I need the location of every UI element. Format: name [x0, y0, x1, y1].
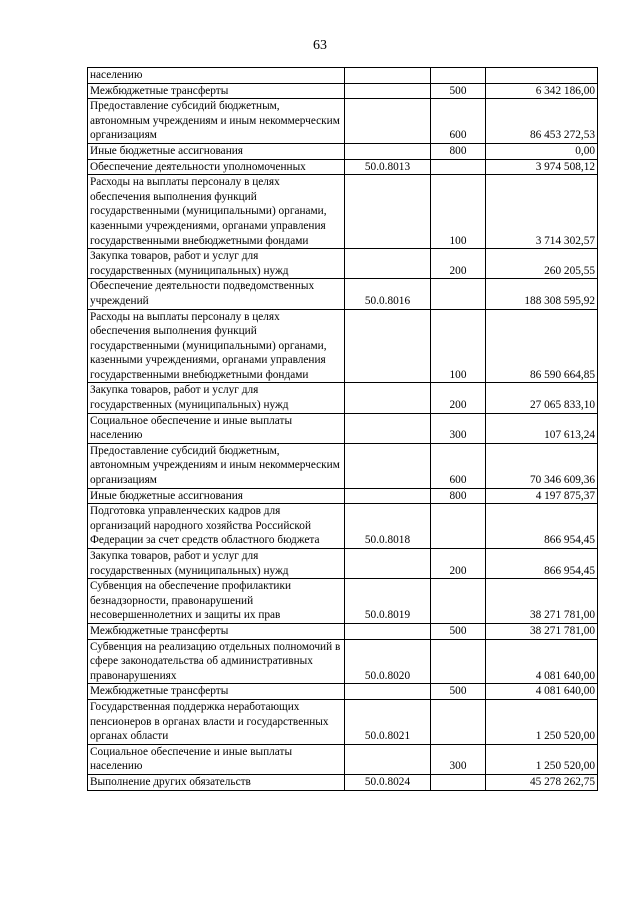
expense-type-cell: 800	[431, 488, 486, 504]
target-code-cell	[345, 68, 431, 84]
expense-name-cell: Иные бюджетные ассигнования	[88, 143, 345, 159]
table-row	[88, 249, 598, 279]
expense-name-cell: Субвенция на реализацию отдельных полномочий в сфере законодательства об административных правонарушениях	[88, 639, 345, 684]
expense-name-cell: Закупка товаров, работ и услуг для государственных (муниципальных) нужд	[88, 383, 345, 413]
amount-cell	[486, 68, 598, 84]
amount-cell: 86 590 664,85	[486, 309, 598, 383]
amount-cell: 27 065 833,10	[486, 383, 598, 413]
amount-cell: 4 081 640,00	[486, 684, 598, 700]
amount-cell: 4 081 640,00	[486, 639, 598, 684]
table-row	[88, 684, 598, 700]
expense-type-cell	[431, 159, 486, 175]
amount-cell: 0,00	[486, 143, 598, 159]
expense-name-cell: Расходы на выплаты персоналу в целях обеспечения выполнения функций государственными (муниципальными) органами, казенными учреждениями, органами управления государственными внебюджетными фондами	[88, 175, 345, 249]
expense-type-cell	[431, 639, 486, 684]
expense-name-cell: Обеспечение деятельности уполномоченных	[88, 159, 345, 175]
target-code-cell	[345, 249, 431, 279]
amount-cell: 38 271 781,00	[486, 579, 598, 624]
table-row	[88, 413, 598, 443]
amount-cell: 86 453 272,53	[486, 99, 598, 144]
amount-cell: 38 271 781,00	[486, 623, 598, 639]
expense-name-cell: Подготовка управленческих кадров для организаций народного хозяйства Российской Федерации за счет средств областного бюджета	[88, 504, 345, 549]
budget-table	[87, 67, 598, 791]
target-code-cell	[345, 383, 431, 413]
expense-name-cell: Межбюджетные трансферты	[88, 684, 345, 700]
target-code-cell	[345, 175, 431, 249]
target-code-cell	[345, 549, 431, 579]
expense-type-cell: 600	[431, 99, 486, 144]
expense-name-cell: населению	[88, 68, 345, 84]
expense-type-cell: 600	[431, 443, 486, 488]
expense-name-cell: Иные бюджетные ассигнования	[88, 488, 345, 504]
expense-name-cell: Закупка товаров, работ и услуг для государственных (муниципальных) нужд	[88, 549, 345, 579]
table-row	[88, 699, 598, 744]
table-row	[88, 143, 598, 159]
expense-type-cell: 100	[431, 175, 486, 249]
budget-table-body	[88, 68, 598, 791]
expense-name-cell: Межбюджетные трансферты	[88, 623, 345, 639]
expense-type-cell: 300	[431, 744, 486, 774]
target-code-cell	[345, 83, 431, 99]
target-code-cell: 50.0.8021	[345, 699, 431, 744]
target-code-cell	[345, 413, 431, 443]
table-row	[88, 309, 598, 383]
amount-cell: 45 278 262,75	[486, 774, 598, 790]
table-row	[88, 623, 598, 639]
amount-cell: 188 308 595,92	[486, 279, 598, 309]
amount-cell: 260 205,55	[486, 249, 598, 279]
expense-type-cell	[431, 774, 486, 790]
table-row	[88, 443, 598, 488]
expense-name-cell: Выполнение других обязательств	[88, 774, 345, 790]
expense-name-cell: Государственная поддержка неработающих пенсионеров в органах власти и государственных органах области	[88, 699, 345, 744]
expense-name-cell: Закупка товаров, работ и услуг для государственных (муниципальных) нужд	[88, 249, 345, 279]
table-row	[88, 504, 598, 549]
table-row	[88, 99, 598, 144]
amount-cell: 4 197 875,37	[486, 488, 598, 504]
table-row	[88, 639, 598, 684]
target-code-cell	[345, 443, 431, 488]
expense-type-cell	[431, 699, 486, 744]
target-code-cell: 50.0.8016	[345, 279, 431, 309]
expense-name-cell: Расходы на выплаты персоналу в целях обеспечения выполнения функций государственными (муниципальными) органами, казенными учреждениями, органами управления государственными внебюджетными фондами	[88, 309, 345, 383]
amount-cell: 3 974 508,12	[486, 159, 598, 175]
expense-type-cell	[431, 279, 486, 309]
table-row	[88, 159, 598, 175]
target-code-cell: 50.0.8024	[345, 774, 431, 790]
expense-type-cell: 800	[431, 143, 486, 159]
expense-type-cell: 500	[431, 684, 486, 700]
target-code-cell	[345, 99, 431, 144]
amount-cell: 6 342 186,00	[486, 83, 598, 99]
expense-type-cell: 500	[431, 623, 486, 639]
target-code-cell: 50.0.8018	[345, 504, 431, 549]
expense-name-cell: Обеспечение деятельности подведомственных учреждений	[88, 279, 345, 309]
target-code-cell	[345, 309, 431, 383]
amount-cell: 1 250 520,00	[486, 744, 598, 774]
expense-type-cell	[431, 504, 486, 549]
expense-type-cell: 200	[431, 249, 486, 279]
page-number: 63	[313, 38, 327, 53]
target-code-cell	[345, 744, 431, 774]
expense-name-cell: Предоставление субсидий бюджетным, автономным учреждениям и иным некоммерческим организациям	[88, 443, 345, 488]
table-row	[88, 279, 598, 309]
table-row	[88, 774, 598, 790]
table-row	[88, 175, 598, 249]
table-row	[88, 83, 598, 99]
expense-name-cell: Социальное обеспечение и иные выплаты населению	[88, 413, 345, 443]
expense-name-cell: Межбюджетные трансферты	[88, 83, 345, 99]
amount-cell: 107 613,24	[486, 413, 598, 443]
table-row	[88, 383, 598, 413]
table-row	[88, 488, 598, 504]
target-code-cell	[345, 488, 431, 504]
amount-cell: 1 250 520,00	[486, 699, 598, 744]
table-row	[88, 68, 598, 84]
table-row	[88, 579, 598, 624]
expense-type-cell: 300	[431, 413, 486, 443]
target-code-cell: 50.0.8020	[345, 639, 431, 684]
amount-cell: 70 346 609,36	[486, 443, 598, 488]
expense-name-cell: Предоставление субсидий бюджетным, автономным учреждениям и иным некоммерческим организациям	[88, 99, 345, 144]
expense-name-cell: Субвенция на обеспечение профилактики безнадзорности, правонарушений несовершеннолетних и защиты их прав	[88, 579, 345, 624]
amount-cell: 866 954,45	[486, 504, 598, 549]
expense-type-cell: 200	[431, 549, 486, 579]
expense-name-cell: Социальное обеспечение и иные выплаты населению	[88, 744, 345, 774]
target-code-cell: 50.0.8013	[345, 159, 431, 175]
table-row	[88, 744, 598, 774]
target-code-cell	[345, 143, 431, 159]
target-code-cell	[345, 623, 431, 639]
expense-type-cell: 100	[431, 309, 486, 383]
amount-cell: 3 714 302,57	[486, 175, 598, 249]
expense-type-cell	[431, 579, 486, 624]
table-row	[88, 549, 598, 579]
expense-type-cell	[431, 68, 486, 84]
target-code-cell	[345, 684, 431, 700]
expense-type-cell: 200	[431, 383, 486, 413]
expense-type-cell: 500	[431, 83, 486, 99]
target-code-cell: 50.0.8019	[345, 579, 431, 624]
amount-cell: 866 954,45	[486, 549, 598, 579]
